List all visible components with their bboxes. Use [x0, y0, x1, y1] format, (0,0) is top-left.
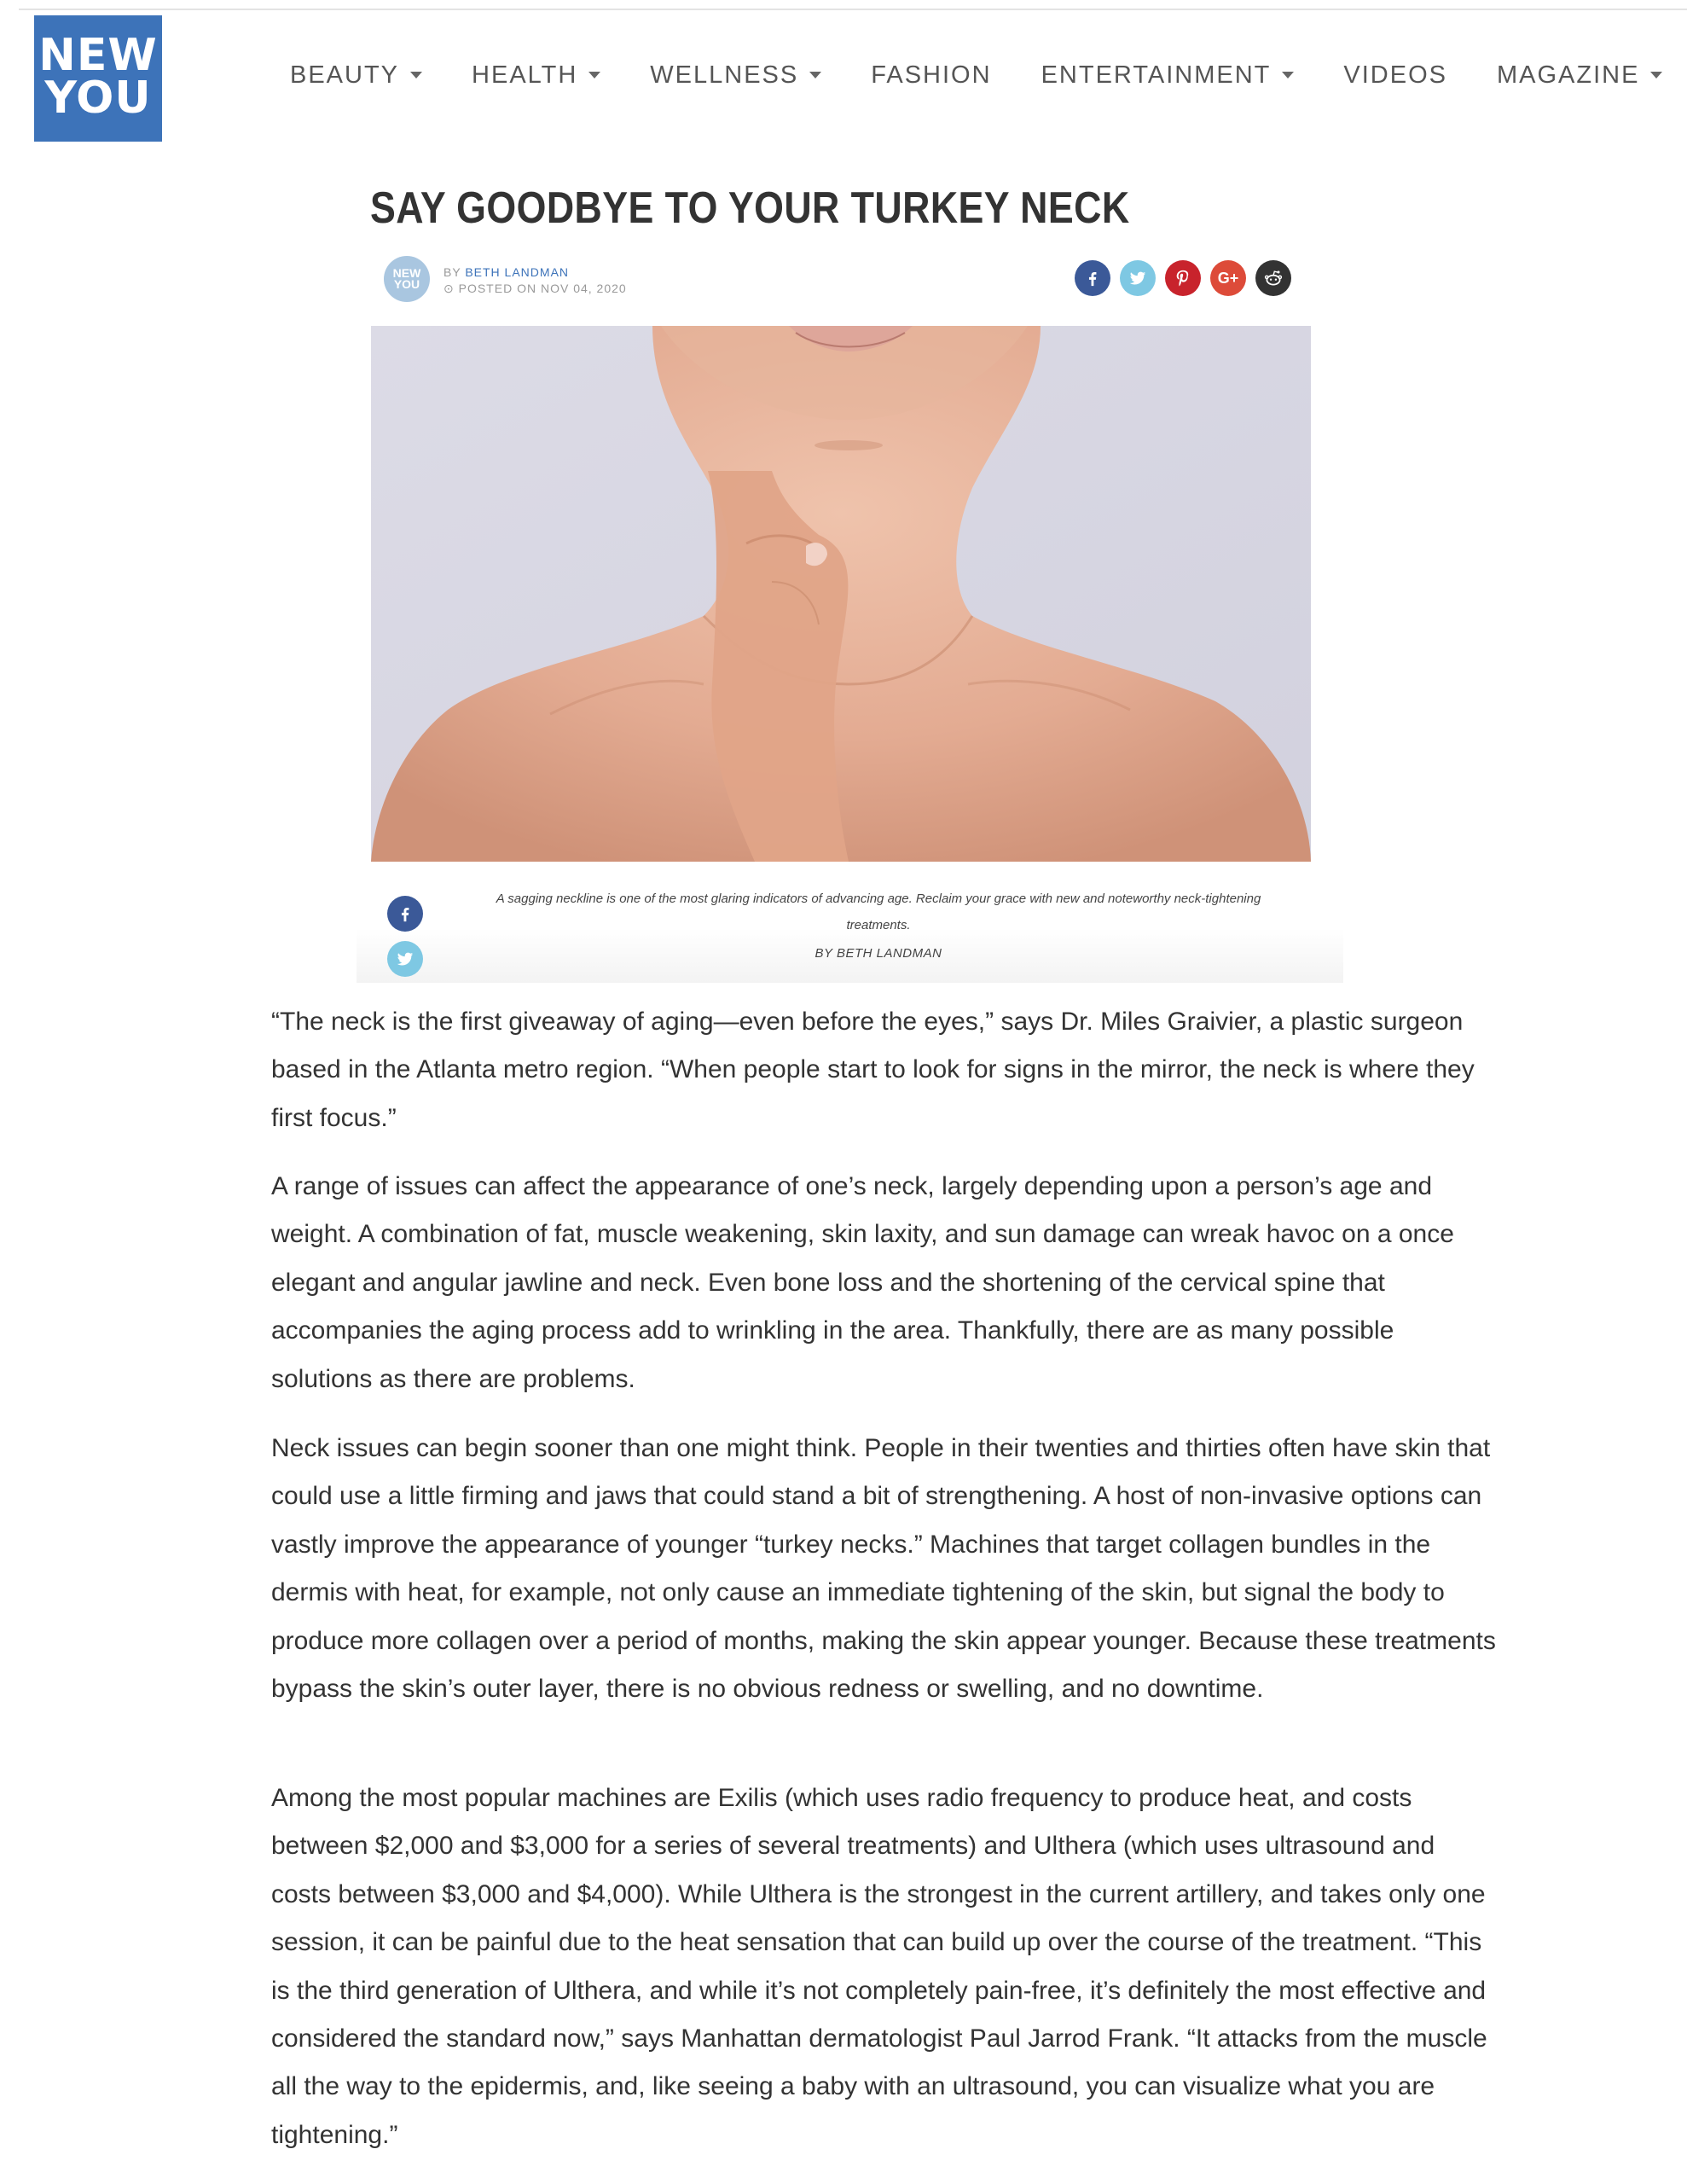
reddit-glyph: [1262, 267, 1284, 289]
article-paragraph-1: “The neck is the first giveaway of aging—even before the eyes,” says Dr. Miles Graivier, a plastic surgeon based in the Atlanta metro region. “When people start to look for signs in the mirror, the neck is where they first focus.”: [271, 1008, 1475, 1132]
facebook-glyph: [1083, 269, 1102, 288]
byline-prefix: BY: [443, 265, 461, 279]
byline: [443, 264, 627, 297]
caret-down-icon: [1282, 72, 1294, 78]
article-paragraph-3: Neck issues can begin sooner than one might think. People in their twenties and thirties often have skin that could use a little firming and jaws that could stand a bit of strengthening. A host of non-invasive options can vastly improve the appearance of younger “turkey necks.” Machines that target collagen bundles in the dermis with heat, for example, not only cause an immediate tightening of the skin, but signal the body to produce more collagen over a period of months, making the skin appear younger. Because these treatments bypass the skin’s outer layer, there is no obvious redness or swelling, and no downtime.: [271, 1434, 1496, 1704]
reddit-icon[interactable]: [1255, 260, 1291, 296]
avatar-line-2: YOU: [393, 277, 420, 291]
article-paragraph-2: A range of issues can affect the appearance of one’s neck, largely depending upon a person’s age and weight. A combination of fat, muscle weakening, skin laxity, and sun damage can wreak havoc on a once elegant and angular jawline and neck. Even bone loss and the shortening of the cervical spine that accompanies the aging process add to wrinkling in the area. Thankfully, there are as many possible solutions as there are problems.: [271, 1172, 1454, 1393]
nav-videos[interactable]: [1343, 61, 1447, 90]
caret-down-icon: [1650, 72, 1662, 78]
twitter-glyph: [1128, 269, 1147, 288]
google-plus-icon[interactable]: [1210, 260, 1246, 296]
nav-label: WELLNESS: [650, 61, 799, 89]
google-plus-glyph: G+: [1217, 269, 1239, 287]
hero-image: [371, 326, 1311, 862]
logo-line-2: YOU: [44, 73, 152, 124]
nav-label: HEALTH: [472, 61, 578, 89]
facebook-glyph: [396, 904, 415, 923]
nav-magazine[interactable]: [1497, 61, 1662, 90]
avatar-line-1: NEW: [392, 266, 421, 280]
author-avatar: [384, 256, 430, 302]
main-nav: [290, 56, 1662, 94]
twitter-icon[interactable]: [1120, 260, 1156, 296]
pinterest-glyph: [1174, 269, 1192, 288]
nav-label: MAGAZINE: [1496, 61, 1640, 89]
nav-entertainment[interactable]: [1041, 61, 1295, 90]
caret-down-icon: [809, 72, 821, 78]
nav-health[interactable]: [472, 61, 600, 90]
logo-line-1: NEW: [38, 30, 158, 81]
nav-label: ENTERTAINMENT: [1041, 61, 1272, 89]
article-paragraph-4: Among the most popular machines are Exilis (which uses radio frequency to produce heat, and costs between $2,000 and $3,000 for a series of several treatments) and Ulthera (which uses ultrasound and costs between $3,000 and $4,000). While Ulthera is the strongest in the current artillery, and takes only one session, it can be painful due to the heat sensation that can build up over the course of the treatment. “This is the third generation of Ulthera, and while it’s not completely pain-free, it’s definitely the most effective and considered the standard now,” says Manhattan dermatologist Paul Jarrod Frank. “It attacks from the muscle all the way to the epidermis, and, like seeing a baby with an ultrasound, you can visualize what you are tightening.”: [271, 1784, 1487, 2149]
caret-down-icon: [588, 72, 600, 78]
posted-date: ⊙ POSTED ON NOV 04, 2020: [443, 282, 627, 295]
neck-photo: [371, 326, 1311, 862]
facebook-icon[interactable]: [387, 896, 423, 932]
top-divider: [19, 9, 1687, 10]
author-link[interactable]: BETH LANDMAN: [465, 265, 570, 279]
twitter-icon[interactable]: [387, 941, 423, 977]
nav-beauty[interactable]: [290, 61, 422, 90]
facebook-icon[interactable]: [1075, 260, 1110, 296]
caption-byline: BY BETH LANDMAN: [815, 946, 942, 961]
pinterest-icon[interactable]: [1165, 260, 1201, 296]
twitter-glyph: [396, 950, 415, 968]
nav-label: BEAUTY: [290, 61, 400, 89]
site-logo[interactable]: [34, 15, 162, 142]
nav-label: FASHION: [871, 61, 992, 89]
nav-label: VIDEOS: [1343, 61, 1447, 89]
article-title: SAY GOODBYE TO YOUR TURKEY NECK: [370, 183, 1130, 233]
caret-down-icon: [410, 72, 422, 78]
nav-wellness[interactable]: [650, 61, 821, 90]
nav-fashion[interactable]: [871, 61, 991, 90]
image-caption: A sagging neckline is one of the most glaring indicators of advancing age. Reclaim your grace with new and noteworthy neck-tightening treatments.: [496, 892, 1261, 932]
